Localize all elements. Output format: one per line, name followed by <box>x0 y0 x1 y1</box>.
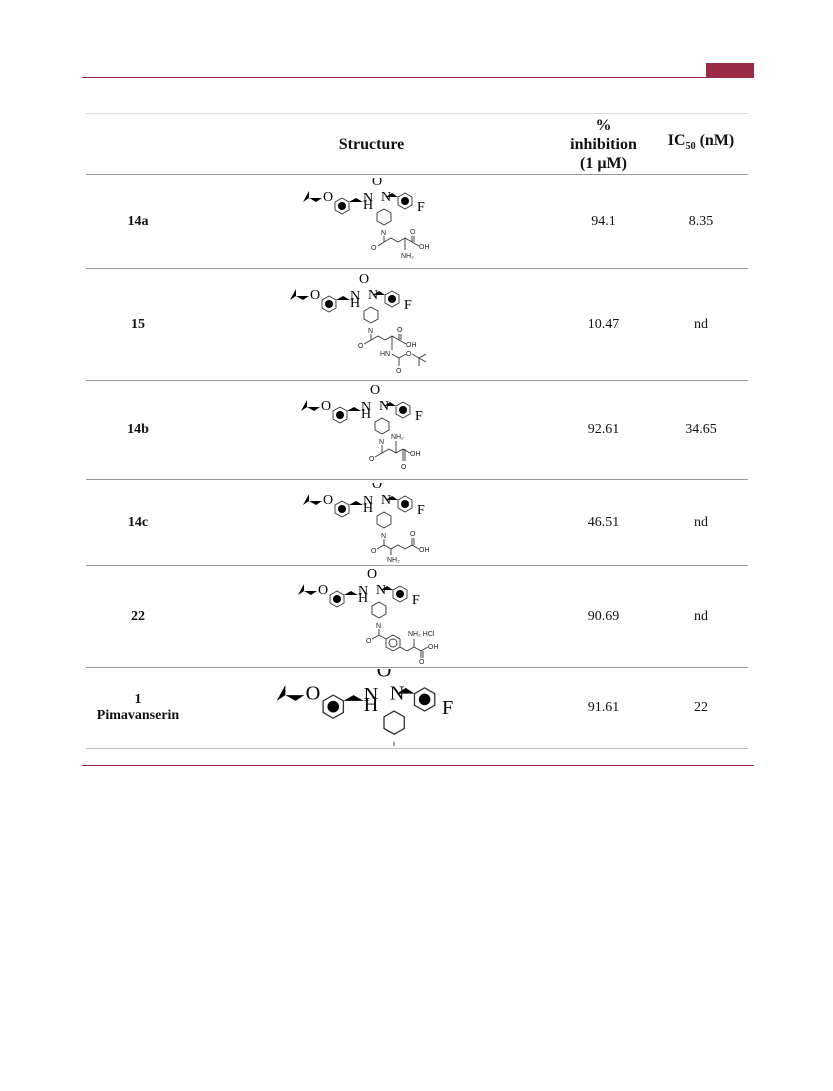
atom-label: O <box>418 658 424 665</box>
table-row <box>86 269 748 381</box>
inhibition-value: 10.47 <box>587 316 620 332</box>
atom-label: N <box>380 532 386 540</box>
ic50-value: 34.65 <box>685 422 717 437</box>
structure-cell <box>190 668 553 749</box>
atom-label: OH <box>427 643 438 651</box>
table-row <box>86 175 748 269</box>
molecule-structure-14a <box>277 178 467 266</box>
ic50-value: 8.35 <box>688 213 714 229</box>
header-ic50-sub: 50 <box>685 141 696 153</box>
atom-label: N <box>378 439 384 446</box>
atom-label: N <box>380 229 386 237</box>
inhibition-value: 46.51 <box>587 514 620 530</box>
atom-label: O <box>409 228 415 236</box>
compound-id <box>86 668 190 749</box>
atom-label: O <box>396 326 402 334</box>
compound-number: 1 <box>134 692 142 707</box>
compound-name: Pimavanserin <box>96 708 180 723</box>
header-accent-block <box>706 63 754 78</box>
atom-label: O <box>368 456 374 463</box>
atom-label: O <box>370 244 376 252</box>
table-row <box>86 668 748 749</box>
compound-id: 22 <box>131 608 145 624</box>
footer-rule <box>82 765 754 766</box>
inhibition-value: 91.61 <box>587 700 620 715</box>
table-row <box>86 480 748 566</box>
atom-label: NH₂ <box>386 556 400 563</box>
structure-cell <box>190 269 553 381</box>
header-structure: Structure <box>190 114 553 175</box>
ic50-value: 22 <box>694 700 708 715</box>
structure-cell <box>190 566 553 668</box>
structure-cell <box>190 381 553 480</box>
structure-cell <box>190 175 553 269</box>
atom-label: N <box>367 327 373 335</box>
compound-id: 14b <box>127 422 149 437</box>
header-compound <box>86 114 190 175</box>
atom-label: O <box>395 367 401 375</box>
molecule-structure-22 <box>272 569 472 665</box>
atom-label: NH₂ <box>400 252 414 260</box>
compound-id: 14c <box>127 514 149 530</box>
inhibition-value: 92.61 <box>587 422 620 437</box>
atom-label: O <box>400 464 406 471</box>
ic50-value: nd <box>694 316 708 332</box>
molecule-structure-14b <box>277 383 467 477</box>
inhibition-value: 90.69 <box>587 608 620 624</box>
atom-label: O <box>357 342 363 350</box>
atom-label: OH <box>418 243 429 251</box>
atom-label: OH <box>405 341 416 349</box>
atom-label: OH <box>409 451 420 458</box>
header-ic50-unit: (nM) <box>695 132 735 150</box>
atom-label: NH₂ HCl <box>407 630 434 638</box>
atom-label: HN <box>379 350 390 358</box>
header-ic50-main: IC <box>667 132 686 150</box>
molecule-structure-15 <box>272 272 472 378</box>
ic50-value: nd <box>694 514 708 530</box>
results-table <box>86 113 748 749</box>
table-row <box>86 566 748 668</box>
ic50-value: nd <box>694 608 708 624</box>
header-inhibition <box>553 114 654 175</box>
header-inhibition-line2: inhibition <box>570 135 637 153</box>
structure-cell <box>190 480 553 566</box>
atom-label: O <box>365 637 371 645</box>
molecule-structure-14c <box>277 483 467 563</box>
header-inhibition-line1: % <box>595 116 612 134</box>
atom-label: O <box>405 350 411 358</box>
atom-label: NH₂ <box>390 434 404 441</box>
header-rule <box>82 77 754 78</box>
compound-id: 14a <box>127 213 149 229</box>
inhibition-value: 94.1 <box>591 213 616 229</box>
atom-label: N <box>375 622 381 630</box>
atom-label: O <box>370 547 376 555</box>
molecule-structure-pimavanserin <box>262 669 482 747</box>
header-inhibition-line3: (1 µM) <box>580 154 627 172</box>
table-header-row <box>86 114 748 175</box>
header-ic50 <box>654 114 748 175</box>
table-row <box>86 381 748 480</box>
compound-id: 15 <box>131 316 145 332</box>
atom-label: O <box>409 530 415 538</box>
atom-label: OH <box>418 546 429 554</box>
